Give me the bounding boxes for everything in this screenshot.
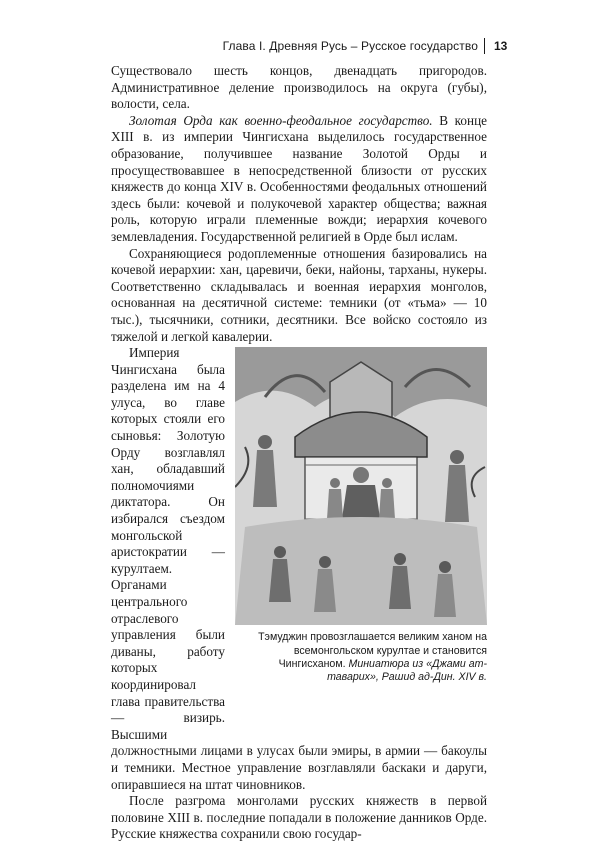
section-title: Золотая Орда как военно-феодальное государство. [129, 112, 433, 128]
miniature-illustration [235, 347, 487, 625]
page-number: 13 [494, 39, 508, 53]
caption-source: Миниатюра из «Джами ат-таварих», Рашид ад-Дин. XIV в. [327, 657, 487, 684]
page-header [0, 36, 600, 56]
body-text [111, 63, 487, 843]
figure-caption [235, 631, 487, 685]
paragraph-2 [111, 113, 487, 246]
paragraph-4: Империя Чингисхана была разделена им на 4 улуса, во главе которых стояли его сыновья: Золотую Орду возглавлял хан, обладавший полномочиями диктатора. Он избирался съездом монгольской аристократии — курултаем. Органами центрального отраслевого управления были диваны, работу которых координировал глава правительства — визирь. Высшими должностными лицами в улусах были эмиры, в армии — бакоулы и темники. Местное управление возглавляли баскаки и даруги, опиравшиеся на штат чиновников. [111, 345, 487, 792]
header-divider [484, 38, 485, 54]
running-title: Глава I. Древняя Русь – Русское государство [222, 39, 478, 53]
paragraph-3: Сохраняющиеся родоплеменные отношения базировались на кочевой иерархии: хан, царевичи, беки, найоны, тарханы, нукеры. Соответственно складывалась и военная иерархия монголов, основанная на десятичной системе: темники (от «тьма» — 10 тыс.), тысячники, сотники, десятники. Все войско состояло из тяжелой и легкой кавалерии. [111, 245, 487, 344]
caption-main: Тэмуджин провозглашается великим ханом на всемонгольском курултае и становится Чингисханом. [258, 631, 487, 670]
figure [235, 347, 487, 737]
miniature-drawing [235, 347, 487, 625]
paragraph-1: Существовало шесть концов, двенадцать пригородов. Административное деление производилось на округа (губы), волости, села. [111, 63, 487, 112]
paragraph-4-lead [111, 345, 487, 793]
paragraph-2-text: В конце XIII в. из империи Чингисхана выделилось государственное образование, получившее название Золотой Орды и просуществовавшее в непосредственной близости от русских княжеств до конца XIV в. Особенностями феодальных отношений здесь были: кочевой и полукочевой характер общества; важная роль, которую играли племенные вожди; иерархия кочевого землевладения. Государственной религией в Орде был ислам. [111, 112, 487, 244]
paragraph-5: После разгрома монголами русских княжеств в первой половине XIII в. последние попадали в положение данников Орде. Русские княжества сохранили свою государ- [111, 793, 487, 842]
